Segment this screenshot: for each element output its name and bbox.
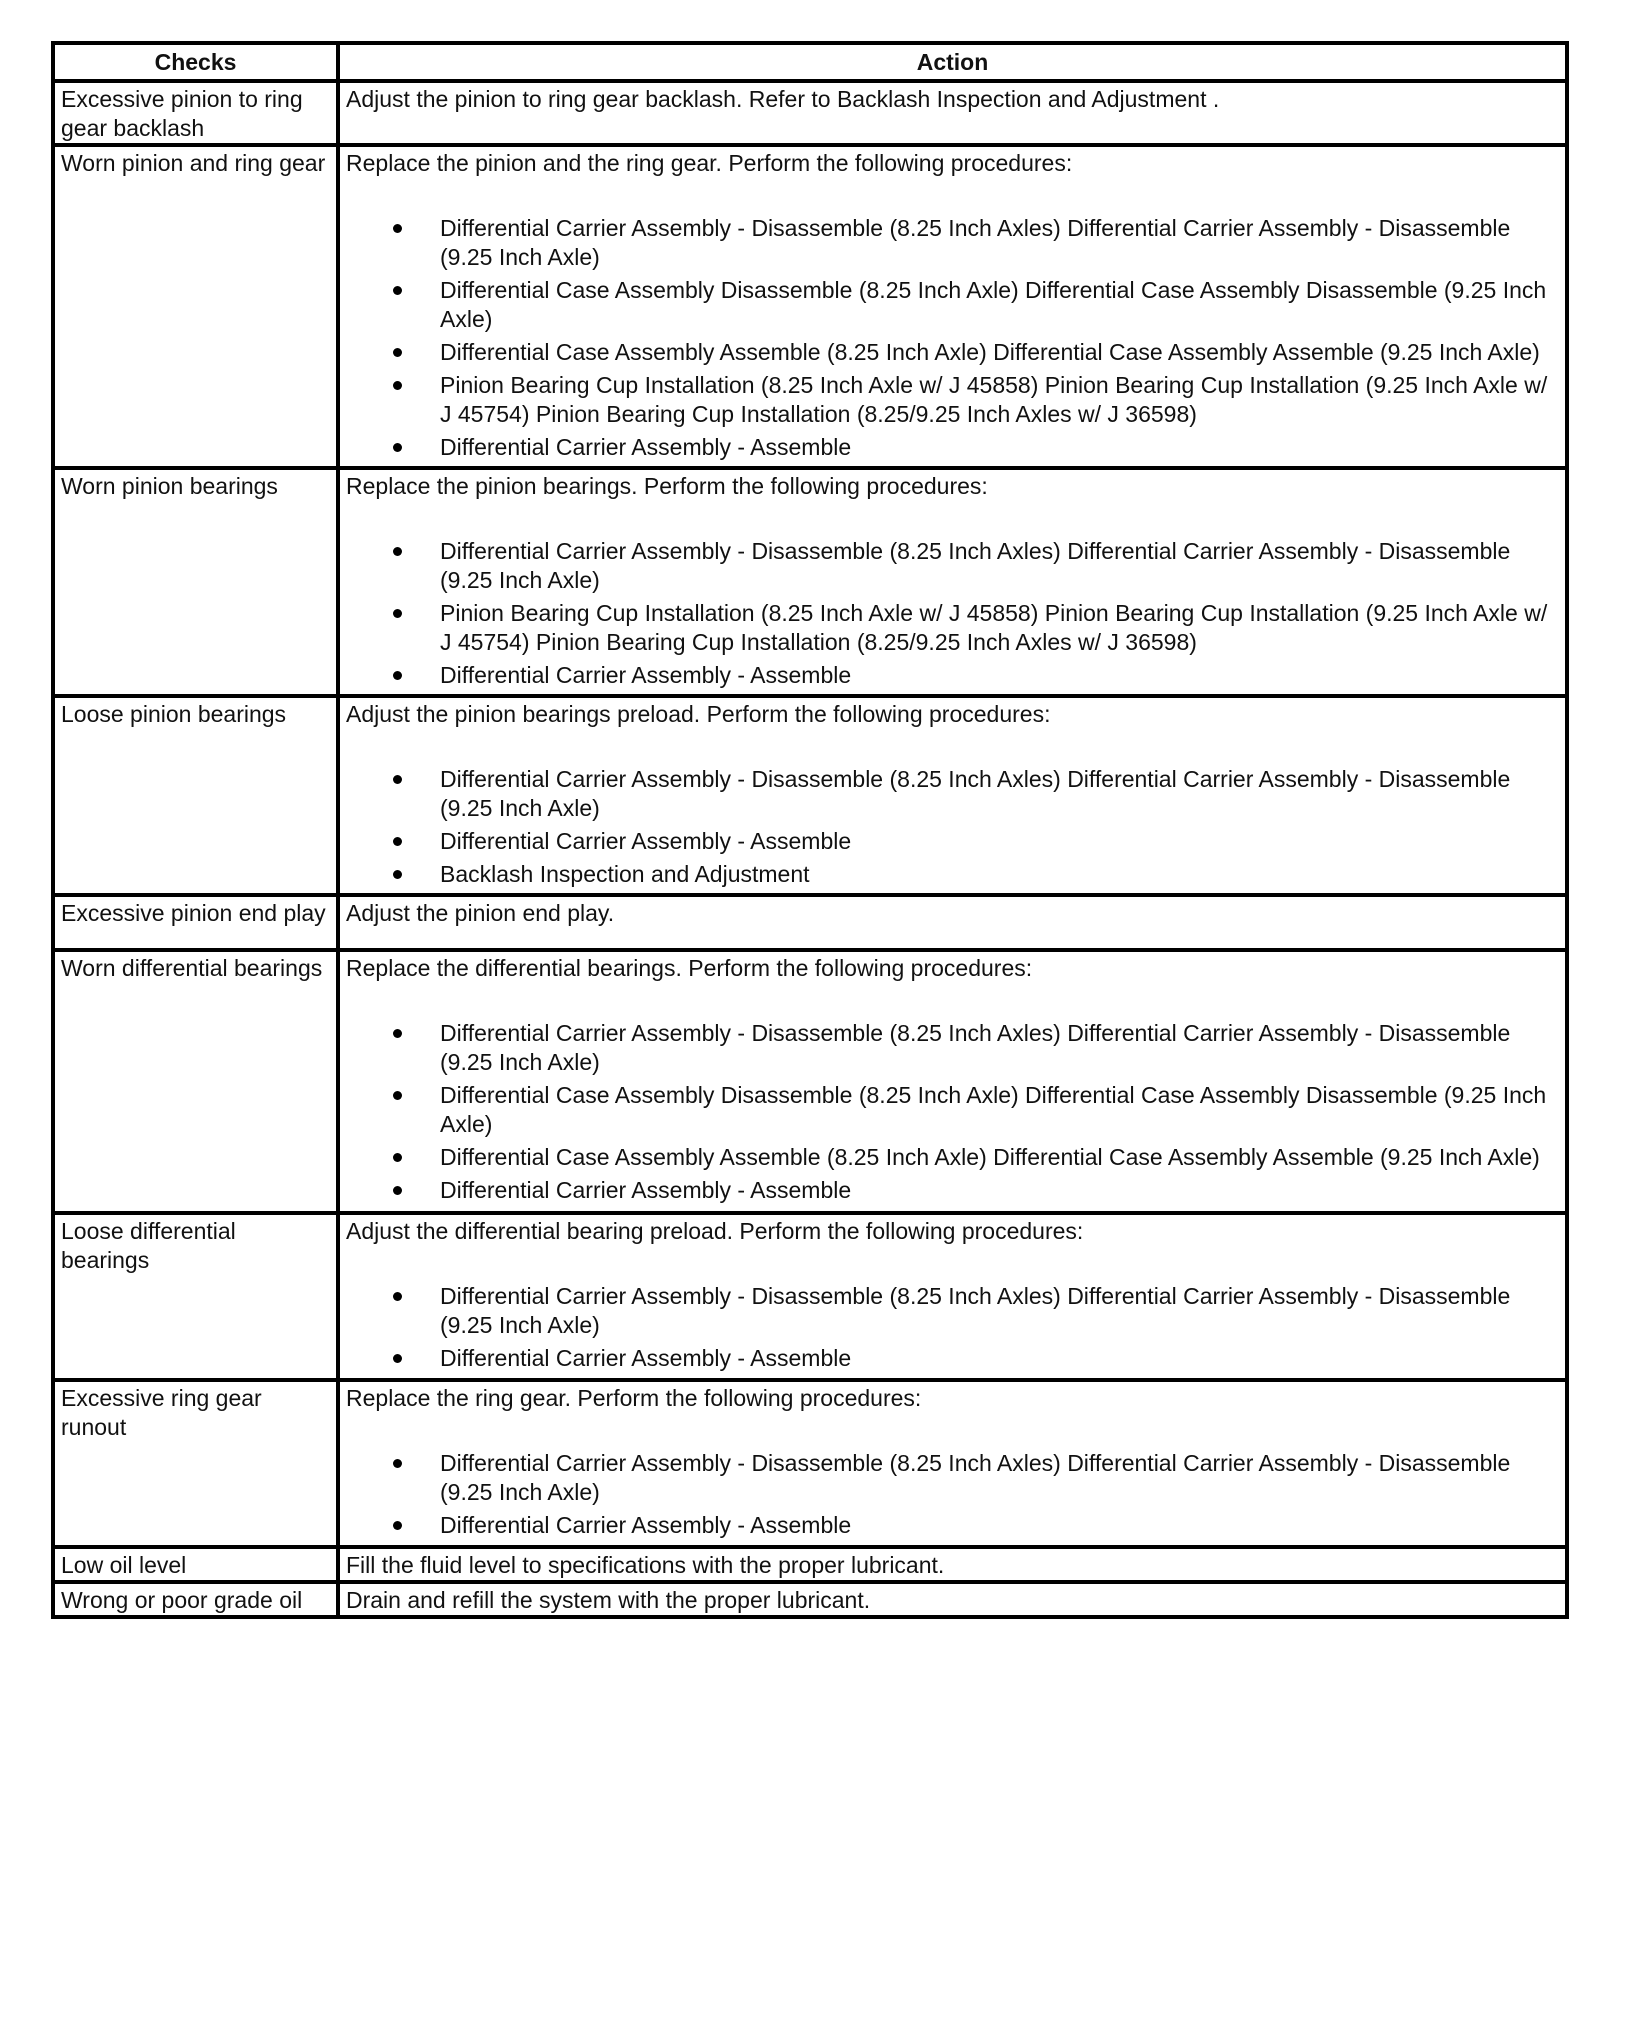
table-row <box>53 1582 1567 1617</box>
check-cell: Worn pinion and ring gear <box>53 145 338 468</box>
action-cell <box>338 950 1567 1213</box>
action-text: Adjust the differential bearing preload. Perform the following procedures: <box>346 1218 1084 1244</box>
procedure-item: Differential Carrier Assembly - Disassemble (8.25 Inch Axles) Differential Carrier Assembly - Disassemble (9.25 Inch Axle) <box>440 214 1559 272</box>
check-cell: Wrong or poor grade oil <box>53 1582 338 1617</box>
procedure-item: Differential Carrier Assembly - Assemble <box>440 661 1559 690</box>
check-cell: Loose pinion bearings <box>53 696 338 895</box>
action-cell <box>338 81 1567 145</box>
procedure-item: Differential Carrier Assembly - Disassemble (8.25 Inch Axles) Differential Carrier Assembly - Disassemble (9.25 Inch Axle) <box>440 1282 1559 1340</box>
table-row <box>53 950 1567 1213</box>
table-row <box>53 1547 1567 1582</box>
action-cell <box>338 1380 1567 1547</box>
procedure-item: Differential Carrier Assembly - Disassemble (8.25 Inch Axles) Differential Carrier Assembly - Disassemble (9.25 Inch Axle) <box>440 1019 1559 1077</box>
action-text: Fill the fluid level to specifications with the proper lubricant. <box>346 1552 945 1578</box>
procedure-list <box>346 1282 1559 1373</box>
procedure-item: Pinion Bearing Cup Installation (8.25 Inch Axle w/ J 45858) Pinion Bearing Cup Installation (9.25 Inch Axle w/ J 45754) Pinion Bearing Cup Installation (8.25/9.25 Inch Axles w/ J 36598) <box>440 371 1559 429</box>
action-cell <box>338 895 1567 950</box>
action-text: Replace the pinion and the ring gear. Perform the following procedures: <box>346 150 1073 176</box>
procedure-item: Differential Carrier Assembly - Disassemble (8.25 Inch Axles) Differential Carrier Assembly - Disassemble (9.25 Inch Axle) <box>440 1449 1559 1507</box>
procedure-item: Backlash Inspection and Adjustment <box>440 860 1559 889</box>
action-text: Adjust the pinion to ring gear backlash. Refer to Backlash Inspection and Adjustment . <box>346 86 1220 112</box>
procedure-list <box>346 765 1559 889</box>
check-cell: Excessive pinion end play <box>53 895 338 950</box>
table-row <box>53 145 1567 468</box>
action-text: Replace the pinion bearings. Perform the following procedures: <box>346 473 988 499</box>
check-cell: Low oil level <box>53 1547 338 1582</box>
procedure-item: Differential Carrier Assembly - Assemble <box>440 827 1559 856</box>
procedure-item: Pinion Bearing Cup Installation (8.25 Inch Axle w/ J 45858) Pinion Bearing Cup Installation (9.25 Inch Axle w/ J 45754) Pinion Bearing Cup Installation (8.25/9.25 Inch Axles w/ J 36598) <box>440 599 1559 657</box>
table-row <box>53 1380 1567 1547</box>
check-cell: Loose differential bearings <box>53 1213 338 1380</box>
table-row <box>53 895 1567 950</box>
action-header: Action <box>338 43 1567 81</box>
table-row <box>53 81 1567 145</box>
check-cell: Worn pinion bearings <box>53 468 338 696</box>
procedure-item: Differential Carrier Assembly - Disassemble (8.25 Inch Axles) Differential Carrier Assembly - Disassemble (9.25 Inch Axle) <box>440 537 1559 595</box>
action-text: Replace the ring gear. Perform the following procedures: <box>346 1385 922 1411</box>
action-cell <box>338 468 1567 696</box>
header-row <box>53 43 1567 81</box>
procedure-item: Differential Case Assembly Assemble (8.25 Inch Axle) Differential Case Assembly Assemble (9.25 Inch Axle) <box>440 338 1559 367</box>
table-row <box>53 468 1567 696</box>
procedure-item: Differential Case Assembly Assemble (8.25 Inch Axle) Differential Case Assembly Assemble (9.25 Inch Axle) <box>440 1143 1559 1172</box>
procedure-item: Differential Case Assembly Disassemble (8.25 Inch Axle) Differential Case Assembly Disassemble (9.25 Inch Axle) <box>440 276 1559 334</box>
check-cell: Worn differential bearings <box>53 950 338 1213</box>
action-cell <box>338 1547 1567 1582</box>
procedure-list <box>346 1019 1559 1205</box>
diagnostic-table <box>51 41 1569 1619</box>
procedure-item: Differential Carrier Assembly - Assemble <box>440 433 1559 462</box>
action-cell <box>338 696 1567 895</box>
action-text: Adjust the pinion end play. <box>346 900 615 926</box>
procedure-item: Differential Case Assembly Disassemble (8.25 Inch Axle) Differential Case Assembly Disassemble (9.25 Inch Axle) <box>440 1081 1559 1139</box>
procedure-item: Differential Carrier Assembly - Assemble <box>440 1511 1559 1540</box>
action-text: Adjust the pinion bearings preload. Perform the following procedures: <box>346 701 1051 727</box>
action-cell <box>338 1213 1567 1380</box>
table-body <box>53 81 1567 1617</box>
check-cell: Excessive ring gear runout <box>53 1380 338 1547</box>
procedure-item: Differential Carrier Assembly - Assemble <box>440 1176 1559 1205</box>
table-row <box>53 1213 1567 1380</box>
check-cell: Excessive pinion to ring gear backlash <box>53 81 338 145</box>
table-row <box>53 696 1567 895</box>
checks-header: Checks <box>53 43 338 81</box>
action-text: Replace the differential bearings. Perform the following procedures: <box>346 955 1033 981</box>
action-cell <box>338 145 1567 468</box>
action-text: Drain and refill the system with the proper lubricant. <box>346 1587 871 1613</box>
procedure-item: Differential Carrier Assembly - Assemble <box>440 1344 1559 1373</box>
procedure-list <box>346 537 1559 690</box>
procedure-list <box>346 214 1559 462</box>
action-cell <box>338 1582 1567 1617</box>
procedure-item: Differential Carrier Assembly - Disassemble (8.25 Inch Axles) Differential Carrier Assembly - Disassemble (9.25 Inch Axle) <box>440 765 1559 823</box>
procedure-list <box>346 1449 1559 1540</box>
